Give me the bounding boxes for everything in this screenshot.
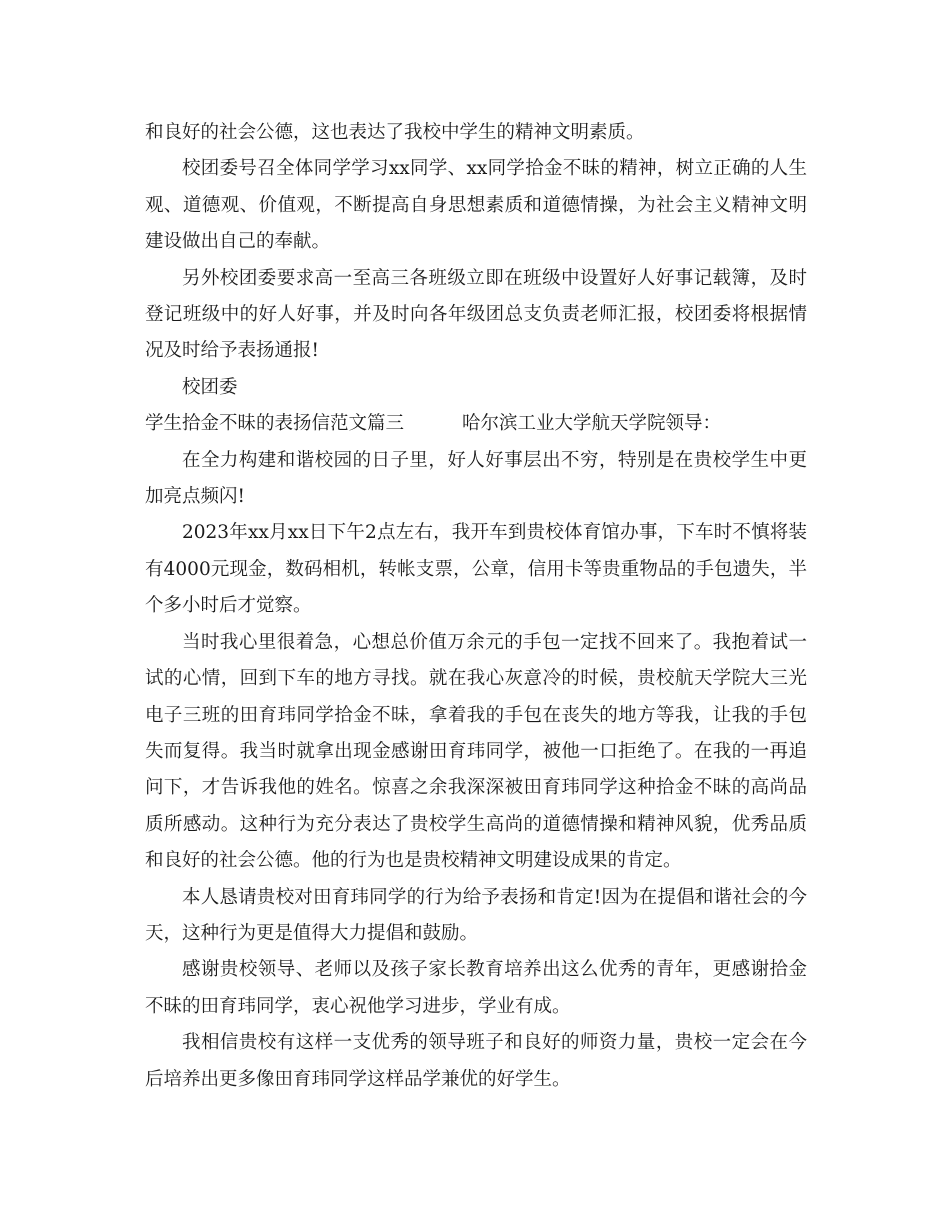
paragraph-harmonious-campus: 在全力构建和谐校园的日子里，好人好事层出不穷，特别是在贵校学生中更加亮点频闪! (145, 449, 807, 508)
paragraph-record-book: 另外校团委要求高一至高三各班级立即在班级中设置好人好事记载簿，及时登记班级中的好人好事，并及时向各年级团总支负责老师汇报，校团委将根据情况及时给予表扬通报! (145, 267, 807, 362)
paragraph-confidence: 我相信贵校有这样一支优秀的领导班子和良好的师资力量，贵校一定会在今后培养出更多像田育玮同学这样品学兼优的好学生。 (145, 1032, 807, 1090)
signature-school-committee: 校团委 (182, 376, 238, 398)
section-heading: 学生拾金不昧的表扬信范文篇三 (145, 413, 405, 435)
paragraph-call-to-learn: 校团委号召全体同学学习xx同学、xx同学拾金不昧的精神，树立正确的人生观、道德观、价值观，不断提高自身思想素质和道德情操，为社会主义精神文明建设做出自己的奉献。 (145, 158, 807, 253)
paragraph-returned-bag: 当时我心里很着急，心想总价值万余元的手包一定找不回来了。我抱着试一试的心情，回到下车的地方寻找。就在我心灰意冷的时候，贵校航天学院大三光电子三班的田育玮同学拾金不昧，拿着我的手包在丧失的地方等我，让我的手包失而复得。我当时就拿出现金感谢田育玮同学，被他一口拒绝了。在我的一再追问下，才告诉我他的姓名。惊喜之余我深深被田育玮同学这种拾金不昧的高尚品质所感动。这种行为充分表达了贵校学生高尚的道德情操和精神风貌，优秀品质和良好的社会公德。他的行为也是贵校精神文明建设成果的肯定。 (145, 631, 807, 872)
paragraph-request-praise: 本人恳请贵校对田育玮同学的行为给予表扬和肯定!因为在提倡和谐社会的今天，这种行为更是值得大力提倡和鼓励。 (145, 886, 807, 944)
document-body (145, 115, 807, 1098)
paragraph-thanks: 感谢贵校领导、老师以及孩子家长教育培养出这么优秀的青年，更感谢拾金不昧的田育玮同学，衷心祝他学习进步，学业有成。 (145, 959, 807, 1017)
paragraph-continuation: 和良好的社会公德，这也表达了我校中学生的精神文明素质。 (145, 122, 645, 143)
section-heading-line (145, 406, 807, 442)
letter-salutation: 哈尔滨工业大学航天学院领导： (462, 413, 722, 435)
paragraph-lost-bag: 2023年xx月xx日下午2点左右，我开车到贵校体育馆办事，下车时不慎将装有4000元现金，数码相机，转帐支票，公章，信用卡等贵重物品的手包遗失，半个多小时后才觉察。 (145, 522, 807, 617)
